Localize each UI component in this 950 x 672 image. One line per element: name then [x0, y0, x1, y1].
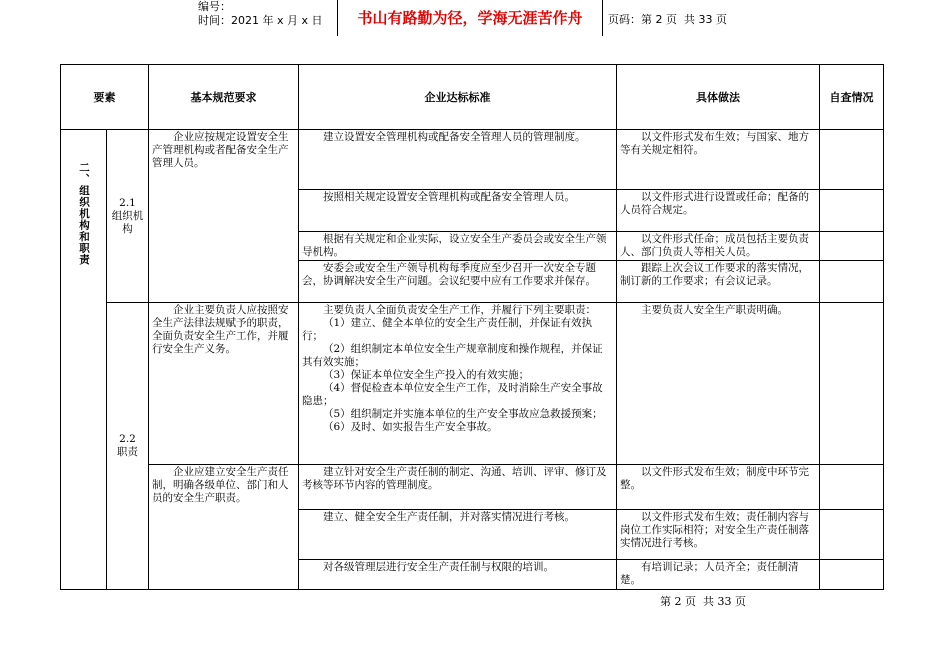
col-header-practice: 具体做法 [617, 65, 820, 130]
subsection-2-1: 2.1 组织机构 [107, 130, 149, 303]
page-footer: 第 2 页 共 33 页 [660, 595, 746, 608]
table-row [61, 303, 884, 465]
self-check-cell [820, 261, 884, 303]
practice-cell: 以文件形式任命；成员包括主要负责人、部门负责人等相关人员。 [617, 232, 820, 261]
header-motto: 书山有路勤为径，学海无涯苦作舟 [337, 0, 603, 36]
practice-cell: 跟踪上次会议工作要求的落实情况，制订新的工作要求；有会议记录。 [617, 261, 820, 303]
page-label-text: 页码：第 2 页 共 33 页 [608, 13, 727, 26]
standard-cell: 建立、健全安全生产责任制，并对落实情况进行考核。 [299, 510, 617, 560]
standard-cell: 根据有关规定和企业实际，设立安全生产委员会或安全生产领导机构。 [299, 232, 617, 261]
col-header-element: 要素 [61, 65, 149, 130]
standard-cell: 安委会或安全生产领导机构每季度应至少召开一次安全专题会，协调解决安全生产问题。会议纪要中应有工作要求并保存。 [299, 261, 617, 303]
duty-line: （5）组织制定并实施本单位的生产安全事故应急救援预案； [323, 408, 603, 420]
self-check-cell [820, 232, 884, 261]
practice-cell: 有培训记录；人员齐全；责任制清楚。 [617, 560, 820, 590]
duty-line: （1）建立、健全本单位的安全生产责任制，并保证有效执行； [302, 317, 593, 342]
requirement-2-2b: 企业应建立安全生产责任制，明确各级单位、部门和人员的安全生产职责。 [149, 465, 299, 590]
duty-line: （6）及时、如实报告生产安全事故。 [323, 421, 498, 433]
practice-cell: 以文件形式发布生效；制度中环节完整。 [617, 465, 820, 510]
header-meta [198, 0, 332, 36]
requirement-2-1: 企业应按规定设置安全生产管理机构或者配备安全生产管理人员。 [149, 130, 299, 303]
self-check-cell [820, 303, 884, 465]
subsection-2-2: 2.2 职责 [107, 303, 149, 590]
practice-cell: 以文件形式发布生效；与国家、地方等有关规定相符。 [617, 130, 820, 190]
practice-cell: 主要负责人安全生产职责明确。 [617, 303, 820, 465]
requirement-2-2: 企业主要负责人应按照安全生产法律法规赋予的职责，全面负责安全生产工作，并履行安全生产义务。 [149, 303, 299, 465]
time-label: 时间：2021 年 x 月 x 日 [198, 14, 323, 27]
self-check-cell [820, 510, 884, 560]
page-header [198, 0, 725, 36]
duty-line: 主要负责人全面负责安全生产工作，并履行下列主要职责： [323, 304, 596, 316]
section-label: 二、组织机构和职责 [78, 162, 90, 266]
col-header-self-check: 自查情况 [820, 65, 884, 130]
table-header-row [61, 65, 884, 130]
col-header-basic-requirement: 基本规范要求 [149, 65, 299, 130]
section-cell [61, 130, 107, 590]
standard-cell: 建立针对安全生产责任制的制定、沟通、培训、评审、修订及考核等环节内容的管理制度。 [299, 465, 617, 510]
col-header-standard: 企业达标标准 [299, 65, 617, 130]
standard-cell: 对各级管理层进行安全生产责任制与权限的培训。 [299, 560, 617, 590]
standard-cell-duties [299, 303, 617, 465]
self-check-cell [820, 130, 884, 190]
standards-table [60, 64, 884, 590]
self-check-cell [820, 190, 884, 232]
duty-line: （3）保证本单位安全生产投入的有效实施； [323, 369, 530, 381]
table-row [61, 130, 884, 190]
number-label: 编号： [198, 0, 231, 13]
duty-line: （2）组织制定本单位安全生产规章制度和操作规程，并保证其有效实施； [302, 343, 603, 368]
practice-cell: 以文件形式进行设置或任命；配备的人员符合规定。 [617, 190, 820, 232]
practice-cell: 以文件形式发布生效；责任制内容与岗位工作实际相符；对安全生产责任制落实情况进行考核。 [617, 510, 820, 560]
standard-cell: 建立设置安全管理机构或配备安全管理人员的管理制度。 [299, 130, 617, 190]
self-check-cell [820, 465, 884, 510]
standard-cell: 按照相关规定设置安全管理机构或配备安全管理人员。 [299, 190, 617, 232]
header-page-label [608, 11, 727, 27]
self-check-cell [820, 560, 884, 590]
table-row [61, 465, 884, 510]
duty-line: （4）督促检查本单位安全生产工作，及时消除生产安全事故隐患； [302, 382, 603, 407]
